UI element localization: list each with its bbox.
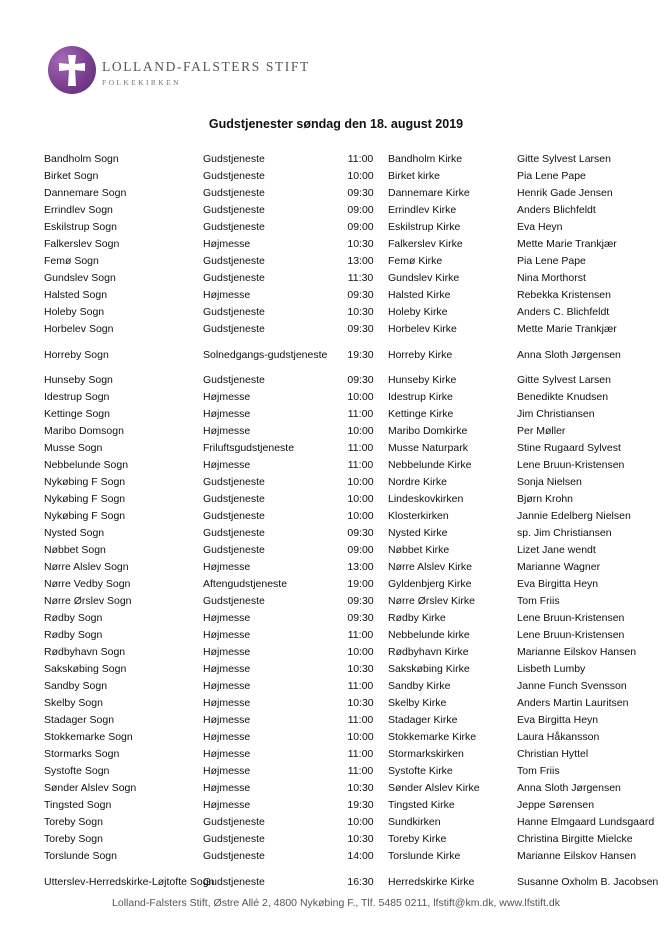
priest-cell: Tom Friis — [517, 765, 560, 777]
service-type-cell: Aftengudstjeneste — [203, 578, 288, 590]
church-cell: Stadager Kirke — [388, 714, 458, 726]
church-cell: Holeby Kirke — [388, 306, 448, 318]
time-cell: 10:00 — [347, 816, 374, 828]
service-type-cell: Højmesse — [203, 714, 251, 726]
parish-cell: Horbelev Sogn — [44, 323, 114, 335]
schedule-row — [44, 389, 670, 406]
church-cell: Gyldenbjerg Kirke — [388, 578, 472, 590]
priest-cell: Marianne Wagner — [517, 561, 601, 573]
time-cell: 10:00 — [347, 476, 374, 488]
service-type-cell: Gudstjeneste — [203, 510, 265, 522]
parish-cell: Rødby Sogn — [44, 629, 103, 641]
parish-cell: Nøbbet Sogn — [44, 544, 106, 556]
service-type-cell: Højmesse — [203, 646, 251, 658]
service-type-cell: Gudstjeneste — [203, 255, 265, 267]
service-type-cell: Solnedgangs-gudstjeneste — [203, 348, 328, 361]
service-type-cell: Højmesse — [203, 765, 251, 777]
church-cell: Herredskirke Kirke — [388, 875, 475, 888]
time-cell: 09:30 — [347, 612, 374, 624]
parish-cell: Nørre Ørslev Sogn — [44, 595, 132, 607]
priest-cell: Hanne Elmgaard Lundsgaard — [517, 816, 655, 828]
parish-cell: Nørre Vedby Sogn — [44, 578, 131, 590]
schedule-row — [44, 474, 670, 491]
church-cell: Horreby Kirke — [388, 348, 453, 361]
parish-cell: Rødbyhavn Sogn — [44, 646, 126, 658]
priest-cell: Lisbeth Lumby — [517, 663, 586, 675]
parish-cell: Tingsted Sogn — [44, 799, 112, 811]
priest-cell: Janne Funch Svensson — [517, 680, 627, 692]
parish-cell: Falkerslev Sogn — [44, 238, 120, 250]
priest-cell: Eva Birgitta Heyn — [517, 714, 599, 726]
priest-cell: Gitte Sylvest Larsen — [517, 374, 611, 386]
parish-cell: Femø Sogn — [44, 255, 99, 267]
schedule-row — [44, 559, 670, 576]
parish-cell: Kettinge Sogn — [44, 408, 110, 420]
schedule-row — [44, 661, 670, 678]
priest-cell: Jannie Edelberg Nielsen — [517, 510, 631, 522]
time-cell: 13:00 — [347, 561, 374, 573]
schedule-row — [44, 865, 670, 899]
time-cell: 10:00 — [347, 170, 374, 182]
church-cell: Rødbyhavn Kirke — [388, 646, 469, 658]
parish-cell: Toreby Sogn — [44, 816, 103, 828]
time-cell: 11:00 — [347, 442, 374, 454]
priest-cell: Bjørn Krohn — [517, 493, 574, 505]
priest-cell: Pia Lene Pape — [517, 255, 586, 267]
schedule-row — [44, 644, 670, 661]
service-type-cell: Højmesse — [203, 408, 251, 420]
church-cell: Falkerslev Kirke — [388, 238, 463, 250]
parish-cell: Toreby Sogn — [44, 833, 103, 845]
service-type-cell: Gudstjeneste — [203, 187, 265, 199]
schedule-row — [44, 593, 670, 610]
schedule-row — [44, 746, 670, 763]
priest-cell: Anna Sloth Jørgensen — [517, 348, 621, 361]
service-type-cell: Gudstjeneste — [203, 306, 265, 318]
parish-cell: Halsted Sogn — [44, 289, 108, 301]
schedule-row — [44, 695, 670, 712]
schedule-row — [44, 729, 670, 746]
schedule-row — [44, 219, 670, 236]
priest-cell: Jim Christiansen — [517, 408, 595, 420]
schedule-row — [44, 270, 670, 287]
church-cell: Stokkemarke Kirke — [388, 731, 477, 743]
church-cell: Sønder Alslev Kirke — [388, 782, 480, 794]
priest-cell: Anna Sloth Jørgensen — [517, 782, 621, 794]
parish-cell: Nysted Sogn — [44, 527, 105, 539]
schedule-row — [44, 491, 670, 508]
time-cell: 09:00 — [347, 544, 374, 556]
parish-cell: Stadager Sogn — [44, 714, 115, 726]
schedule-row — [44, 287, 670, 304]
church-cell: Sandby Kirke — [388, 680, 451, 692]
time-cell: 13:00 — [347, 255, 374, 267]
service-type-cell: Højmesse — [203, 697, 251, 709]
parish-cell: Dannemare Sogn — [44, 187, 127, 199]
service-type-cell: Gudstjeneste — [203, 204, 265, 216]
time-cell: 10:30 — [347, 833, 374, 845]
time-cell: 09:30 — [347, 527, 374, 539]
service-type-cell: Højmesse — [203, 731, 251, 743]
schedule-row — [44, 253, 670, 270]
time-cell: 19:00 — [347, 578, 374, 590]
parish-cell: Horreby Sogn — [44, 348, 109, 361]
priest-cell: Tom Friis — [517, 595, 560, 607]
parish-cell: Sakskøbing Sogn — [44, 663, 127, 675]
service-type-cell: Gudstjeneste — [203, 875, 265, 888]
parish-cell: Gundslev Sogn — [44, 272, 116, 284]
priest-cell: Eva Heyn — [517, 221, 563, 233]
priest-cell: Susanne Oxholm B. Jacobsen — [517, 875, 659, 888]
church-cell: Gundslev Kirke — [388, 272, 460, 284]
time-cell: 11:00 — [347, 153, 374, 165]
service-type-cell: Højmesse — [203, 425, 251, 437]
schedule-row — [44, 542, 670, 559]
parish-cell: Birket Sogn — [44, 170, 99, 182]
priest-cell: Jeppe Sørensen — [517, 799, 595, 811]
time-cell: 09:00 — [347, 204, 374, 216]
priest-cell: Gitte Sylvest Larsen — [517, 153, 611, 165]
church-cell: Maribo Domkirke — [388, 425, 468, 437]
priest-cell: Anders C. Blichfeldt — [517, 306, 610, 318]
schedule-row — [44, 338, 670, 372]
service-type-cell: Gudstjeneste — [203, 595, 265, 607]
schedule-row — [44, 202, 670, 219]
priest-cell: sp. Jim Christiansen — [517, 527, 612, 539]
page-title: Gudstjenester søndag den 18. august 2019 — [208, 117, 464, 131]
church-cell: Lindeskovkirken — [388, 493, 464, 505]
parish-cell: Nebbelunde Sogn — [44, 459, 129, 471]
priest-cell: Lene Bruun-Kristensen — [517, 459, 625, 471]
schedule-row — [44, 321, 670, 338]
service-type-cell: Gudstjeneste — [203, 493, 265, 505]
service-type-cell: Gudstjeneste — [203, 272, 265, 284]
time-cell: 11:00 — [347, 748, 374, 760]
time-cell: 10:00 — [347, 731, 374, 743]
service-type-cell: Gudstjeneste — [203, 527, 265, 539]
service-type-cell: Højmesse — [203, 612, 251, 624]
priest-cell: Marianne Eilskov Hansen — [517, 646, 637, 658]
time-cell: 19:30 — [347, 799, 374, 811]
time-cell: 10:00 — [347, 493, 374, 505]
time-cell: 10:00 — [347, 425, 374, 437]
parish-cell: Rødby Sogn — [44, 612, 103, 624]
church-cell: Tingsted Kirke — [388, 799, 455, 811]
service-type-cell: Højmesse — [203, 799, 251, 811]
time-cell: 09:30 — [347, 374, 374, 386]
schedule-row — [44, 440, 670, 457]
time-cell: 14:00 — [347, 850, 374, 862]
parish-cell: Nørre Alslev Sogn — [44, 561, 129, 573]
church-cell: Nørre Ørslev Kirke — [388, 595, 475, 607]
church-cell: Dannemare Kirke — [388, 187, 470, 199]
church-cell: Nebbelunde kirke — [388, 629, 470, 641]
schedule-row — [44, 304, 670, 321]
church-cell: Nordre Kirke — [388, 476, 447, 488]
church-cell: Idestrup Kirke — [388, 391, 453, 403]
schedule-row — [44, 508, 670, 525]
time-cell: 10:30 — [347, 306, 374, 318]
service-type-cell: Højmesse — [203, 663, 251, 675]
church-cell: Eskilstrup Kirke — [388, 221, 461, 233]
service-type-cell: Gudstjeneste — [203, 850, 265, 862]
schedule-row — [44, 168, 670, 185]
time-cell: 10:00 — [347, 646, 374, 658]
time-cell: 11:30 — [347, 272, 374, 284]
schedule-row — [44, 525, 670, 542]
parish-cell: Sandby Sogn — [44, 680, 108, 692]
parish-cell: Utterslev-Herredskirke-Løjtofte Sogn — [44, 875, 215, 888]
schedule-row — [44, 372, 670, 389]
schedule-row — [44, 627, 670, 644]
time-cell: 10:30 — [347, 782, 374, 794]
church-cell: Sakskøbing Kirke — [388, 663, 470, 675]
parish-cell: Maribo Domsogn — [44, 425, 124, 437]
church-cell: Stormarkskirken — [388, 748, 464, 760]
parish-cell: Holeby Sogn — [44, 306, 105, 318]
schedule-row — [44, 457, 670, 474]
service-type-cell: Højmesse — [203, 629, 251, 641]
church-cell: Rødby Kirke — [388, 612, 446, 624]
service-schedule — [44, 151, 670, 899]
time-cell: 10:30 — [347, 663, 374, 675]
service-type-cell: Højmesse — [203, 748, 251, 760]
parish-cell: Stokkemarke Sogn — [44, 731, 133, 743]
service-type-cell: Gudstjeneste — [203, 170, 265, 182]
priest-cell: Rebekka Kristensen — [517, 289, 611, 301]
parish-cell: Nykøbing F Sogn — [44, 493, 126, 505]
priest-cell: Anders Blichfeldt — [517, 204, 596, 216]
priest-cell: Mette Marie Trankjær — [517, 323, 617, 335]
church-cell: Sundkirken — [388, 816, 441, 828]
priest-cell: Christina Birgitte Mielcke — [517, 833, 633, 845]
schedule-row — [44, 831, 670, 848]
service-type-cell: Gudstjeneste — [203, 323, 265, 335]
church-cell: Femø Kirke — [388, 255, 443, 267]
priest-cell: Pia Lene Pape — [517, 170, 586, 182]
church-cell: Halsted Kirke — [388, 289, 451, 301]
church-cell: Errindlev Kirke — [388, 204, 457, 216]
priest-cell: Marianne Eilskov Hansen — [517, 850, 637, 862]
priest-cell: Per Møller — [517, 425, 566, 437]
parish-cell: Idestrup Sogn — [44, 391, 110, 403]
church-cell: Musse Naturpark — [388, 442, 468, 454]
church-cell: Birket kirke — [388, 170, 440, 182]
time-cell: 11:00 — [347, 408, 374, 420]
time-cell: 11:00 — [347, 765, 374, 777]
parish-cell: Systofte Sogn — [44, 765, 110, 777]
schedule-row — [44, 814, 670, 831]
service-type-cell: Højmesse — [203, 782, 251, 794]
time-cell: 10:30 — [347, 238, 374, 250]
parish-cell: Stormarks Sogn — [44, 748, 120, 760]
church-cell: Kettinge Kirke — [388, 408, 454, 420]
schedule-row — [44, 151, 670, 168]
time-cell: 09:30 — [347, 187, 374, 199]
priest-cell: Lene Bruun-Kristensen — [517, 612, 625, 624]
service-type-cell: Højmesse — [203, 561, 251, 573]
parish-cell: Musse Sogn — [44, 442, 103, 454]
schedule-row — [44, 797, 670, 814]
church-cell: Systofte Kirke — [388, 765, 453, 777]
time-cell: 11:00 — [347, 714, 374, 726]
schedule-row — [44, 423, 670, 440]
priest-cell: Sonja Nielsen — [517, 476, 582, 488]
parish-cell: Skelby Sogn — [44, 697, 103, 709]
church-cell: Hunseby Kirke — [388, 374, 457, 386]
time-cell: 09:30 — [347, 289, 374, 301]
church-cell: Torslunde Kirke — [388, 850, 461, 862]
schedule-row — [44, 712, 670, 729]
parish-cell: Sønder Alslev Sogn — [44, 782, 137, 794]
time-cell: 09:30 — [347, 595, 374, 607]
time-cell: 09:00 — [347, 221, 374, 233]
parish-cell: Errindlev Sogn — [44, 204, 113, 216]
org-subtitle: FOLKEKIRKEN — [102, 78, 181, 87]
schedule-row — [44, 406, 670, 423]
service-type-cell: Højmesse — [203, 238, 251, 250]
service-type-cell: Højmesse — [203, 459, 251, 471]
time-cell: 16:30 — [347, 875, 374, 888]
priest-cell: Eva Birgitta Heyn — [517, 578, 599, 590]
service-type-cell: Gudstjeneste — [203, 833, 265, 845]
service-type-cell: Gudstjeneste — [203, 153, 265, 165]
cross-icon — [48, 46, 96, 94]
priest-cell: Stine Rugaard Sylvest — [517, 442, 621, 454]
schedule-row — [44, 576, 670, 593]
service-type-cell: Højmesse — [203, 680, 251, 692]
priest-cell: Nina Morthorst — [517, 272, 586, 284]
service-type-cell: Gudstjeneste — [203, 374, 265, 386]
church-cell: Skelby Kirke — [388, 697, 447, 709]
schedule-row — [44, 236, 670, 253]
time-cell: 10:00 — [347, 391, 374, 403]
church-cell: Klosterkirken — [388, 510, 449, 522]
priest-cell: Anders Martin Lauritsen — [517, 697, 629, 709]
church-cell: Nørre Alslev Kirke — [388, 561, 473, 573]
time-cell: 11:00 — [347, 680, 374, 692]
service-type-cell: Gudstjeneste — [203, 221, 265, 233]
parish-cell: Torslunde Sogn — [44, 850, 117, 862]
schedule-row — [44, 610, 670, 627]
church-cell: Bandholm Kirke — [388, 153, 463, 165]
priest-cell: Mette Marie Trankjær — [517, 238, 617, 250]
service-type-cell: Højmesse — [203, 391, 251, 403]
time-cell: 10:30 — [347, 697, 374, 709]
priest-cell: Benedikte Knudsen — [517, 391, 609, 403]
priest-cell: Laura Håkansson — [517, 731, 600, 743]
time-cell: 10:00 — [347, 510, 374, 522]
service-type-cell: Friluftsgudstjeneste — [203, 442, 295, 454]
service-type-cell: Gudstjeneste — [203, 544, 265, 556]
church-cell: Nøbbet Kirke — [388, 544, 450, 556]
schedule-row — [44, 763, 670, 780]
parish-cell: Hunseby Sogn — [44, 374, 113, 386]
org-name: LOLLAND-FALSTERS STIFT — [102, 59, 310, 74]
church-cell: Nebbelunde Kirke — [388, 459, 472, 471]
parish-cell: Nykøbing F Sogn — [44, 476, 126, 488]
priest-cell: Christian Hyttel — [517, 748, 589, 760]
priest-cell: Lene Bruun-Kristensen — [517, 629, 625, 641]
service-type-cell: Gudstjeneste — [203, 816, 265, 828]
parish-cell: Eskilstrup Sogn — [44, 221, 117, 233]
parish-cell: Nykøbing F Sogn — [44, 510, 126, 522]
logo — [48, 46, 96, 94]
parish-cell: Bandholm Sogn — [44, 153, 119, 165]
church-cell: Horbelev Kirke — [388, 323, 457, 335]
schedule-row — [44, 780, 670, 797]
church-cell: Toreby Kirke — [388, 833, 447, 845]
schedule-row — [44, 848, 670, 865]
time-cell: 09:30 — [347, 323, 374, 335]
time-cell: 11:00 — [347, 629, 374, 641]
time-cell: 19:30 — [347, 348, 374, 361]
footer: Lolland-Falsters Stift, Østre Allé 2, 4800 Nykøbing F., Tlf. 5485 0211, lfstift@km.dk, www.lfstift.dk — [112, 897, 560, 909]
service-type-cell: Højmesse — [203, 289, 251, 301]
service-type-cell: Gudstjeneste — [203, 476, 265, 488]
schedule-row — [44, 678, 670, 695]
priest-cell: Lizet Jane wendt — [517, 544, 596, 556]
time-cell: 11:00 — [347, 459, 374, 471]
priest-cell: Henrik Gade Jensen — [517, 187, 613, 199]
schedule-row — [44, 185, 670, 202]
church-cell: Nysted Kirke — [388, 527, 448, 539]
